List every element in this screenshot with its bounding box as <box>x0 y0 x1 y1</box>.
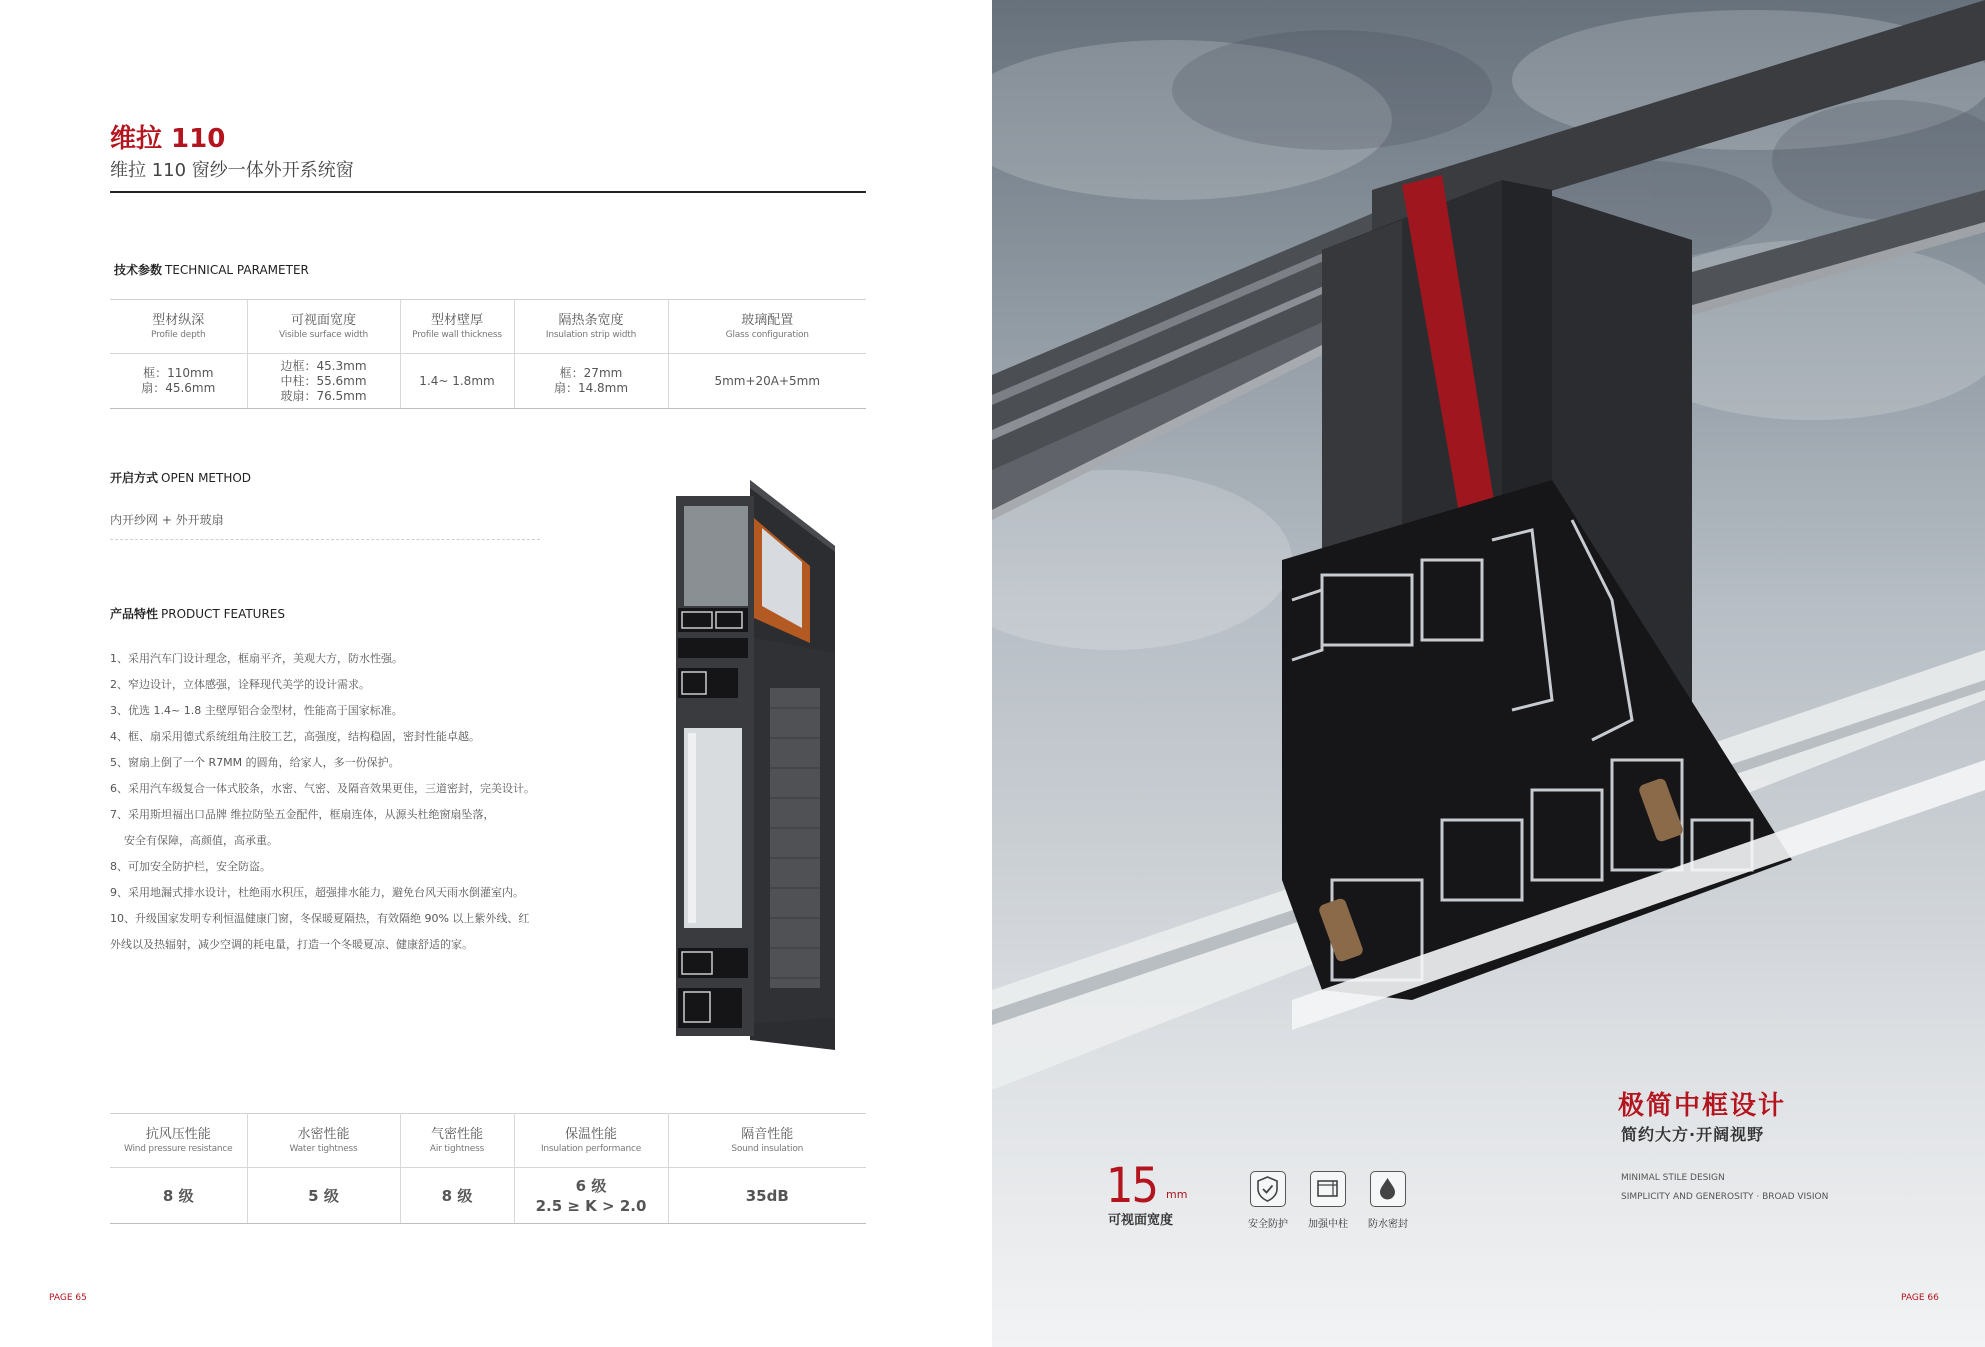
feature-english-line-1: MINIMAL STILE DESIGN <box>1621 1173 1725 1183</box>
table-header-cell: 隔热条宽度 Insulation strip width <box>514 300 668 354</box>
table-header-cell: 保温性能 Insulation performance <box>514 1114 668 1168</box>
technical-parameter-heading <box>114 261 309 278</box>
table-cell: 8 级 <box>110 1168 247 1224</box>
open-method-heading <box>110 469 251 486</box>
list-item: 1、采用汽车门设计理念，框扇平齐，美观大方，防水性强。 <box>110 652 403 665</box>
feature-list <box>110 646 550 958</box>
feature-heading: 极简中框设计 <box>1618 1091 1787 1121</box>
list-item: 9、采用地漏式排水设计，杜绝雨水积压，超强排水能力，避免台风天雨水倒灌室内。 <box>110 886 524 899</box>
features-label-cn: 产品特性 <box>110 607 159 621</box>
table-header-cell: 型材壁厚 Profile wall thickness <box>400 300 514 354</box>
shield-check-icon <box>1250 1171 1286 1207</box>
visible-width-label: 可视面宽度 <box>1108 1213 1174 1228</box>
feature-subheading: 简约大方·开阔视野 <box>1621 1125 1765 1144</box>
table-cell: 5 级 <box>247 1168 400 1224</box>
water-drop-icon <box>1370 1171 1406 1207</box>
left-page <box>0 0 992 1347</box>
table-cell: 8 级 <box>400 1168 514 1224</box>
window-profile-photo <box>992 0 1985 1347</box>
table-row <box>110 1168 866 1224</box>
list-item: 4、框、扇采用德式系统组角注胶工艺，高强度，结构稳固，密封性能卓越。 <box>110 730 480 743</box>
table-header-cell: 隔音性能 Sound insulation <box>668 1114 866 1168</box>
table-cell: 35dB <box>668 1168 866 1224</box>
performance-table <box>110 1113 866 1224</box>
right-page <box>992 0 1985 1347</box>
open-method-label-en: OPEN METHOD <box>161 471 252 485</box>
list-item: 5、窗扇上倒了一个 R7MM 的圆角，给家人，多一份保护。 <box>110 756 400 769</box>
list-item: 3、优选 1.4~ 1.8 主壁厚铝合金型材，性能高于国家标准。 <box>110 704 403 717</box>
list-item: 6、采用汽车级复合一体式胶条，水密、气密、及隔音效果更佳，三道密封，完美设计。 <box>110 782 535 795</box>
table-header-cell: 抗风压性能 Wind pressure resistance <box>110 1114 247 1168</box>
table-header-cell: 玻璃配置 Glass configuration <box>668 300 866 354</box>
technical-label-en: TECHNICAL PARAMETER <box>165 263 309 277</box>
table-cell: 6 级 2.5 ≥ K > 2.0 <box>514 1168 668 1224</box>
icon-label: 加强中柱 <box>1308 1219 1348 1230</box>
list-item: 7、采用斯坦福出口品牌 维拉防坠五金配件，框扇连体，从源头杜绝窗扇坠落， <box>110 808 495 821</box>
icon-label: 防水密封 <box>1368 1219 1408 1230</box>
table-cell: 边框：45.3mm 中柱：55.6mm 玻扇：76.5mm <box>247 354 400 409</box>
page-number-left: PAGE 65 <box>49 1293 87 1303</box>
table-header-cell: 可视面宽度 Visible surface width <box>247 300 400 354</box>
visible-width-number: 15 <box>1106 1158 1157 1214</box>
visible-width-unit: mm <box>1166 1188 1188 1201</box>
window-section-illustration <box>670 478 840 1053</box>
product-features-heading <box>110 605 285 622</box>
technical-label-cn: 技术参数 <box>114 263 163 277</box>
page-number-right: PAGE 66 <box>1901 1293 1939 1303</box>
table-cell: 5mm+20A+5mm <box>668 354 866 409</box>
feature-english-line-2: SIMPLICITY AND GENEROSITY · BROAD VISION <box>1621 1192 1829 1202</box>
page-title: 维拉 110 <box>110 124 226 154</box>
table-header-row <box>110 1114 866 1168</box>
open-method-divider <box>110 539 540 540</box>
page-subtitle: 维拉 110 窗纱一体外开系统窗 <box>110 160 354 181</box>
table-cell: 1.4~ 1.8mm <box>400 354 514 409</box>
table-row <box>110 354 866 409</box>
title-divider <box>110 191 866 193</box>
table-cell: 框：110mm 扇：45.6mm <box>110 354 247 409</box>
reinforced-mullion-icon <box>1310 1171 1346 1207</box>
table-header-row <box>110 300 866 354</box>
list-item: 外线以及热辐射，减少空调的耗电量，打造一个冬暖夏凉、健康舒适的家。 <box>110 938 473 951</box>
table-cell: 框：27mm 扇：14.8mm <box>514 354 668 409</box>
features-label-en: PRODUCT FEATURES <box>161 607 285 621</box>
table-header-cell: 型材纵深 Profile depth <box>110 300 247 354</box>
list-item: 安全有保障，高颜值，高承重。 <box>124 834 278 847</box>
open-method-text: 内开纱网 + 外开玻扇 <box>110 513 224 527</box>
table-header-cell: 水密性能 Water tightness <box>247 1114 400 1168</box>
list-item: 10、升级国家发明专利恒温健康门窗，冬保暖夏隔热，有效隔绝 90% 以上紫外线、红 <box>110 912 530 925</box>
list-item: 2、窄边设计，立体感强，诠释现代美学的设计需求。 <box>110 678 370 691</box>
list-item: 8、可加安全防护栏，安全防盗。 <box>110 860 271 873</box>
icon-label: 安全防护 <box>1248 1219 1288 1230</box>
table-header-cell: 气密性能 Air tightness <box>400 1114 514 1168</box>
technical-parameter-table <box>110 299 866 409</box>
open-method-label-cn: 开启方式 <box>110 471 159 485</box>
